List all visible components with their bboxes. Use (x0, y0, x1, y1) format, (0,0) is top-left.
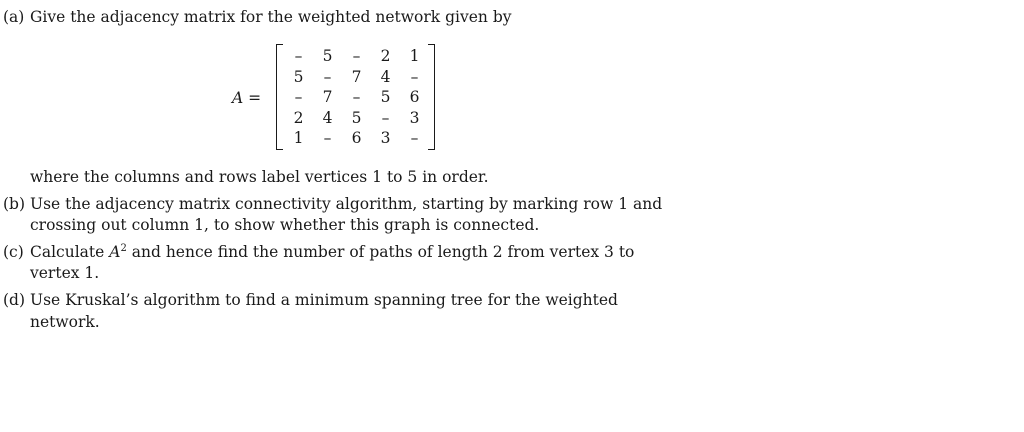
matrix-cell-r1-c4: 2 (380, 47, 391, 65)
matrix-cell-r4-c4: – (381, 108, 390, 127)
matrix-cell-r3-c1: – (294, 88, 303, 106)
matrix-cell-r2-c1: 5 (293, 67, 304, 86)
matrix-cell-r3-c3: – (352, 88, 361, 106)
part-d-line2: network. (30, 313, 100, 331)
part-d-label: (d) (3, 291, 26, 309)
part-c-line2: vertex 1. (30, 264, 100, 282)
part-c-var: A (109, 243, 121, 261)
matrix-cell-r4-c5: 3 (409, 108, 420, 127)
part-c-post: and hence find the number of paths of length 2 from vertex 3 to (126, 243, 635, 261)
matrix-equals: = (248, 89, 262, 107)
part-b-line2: crossing out column 1, to show whether this graph is connected. (30, 216, 540, 234)
part-c-pre: Calculate (30, 243, 110, 261)
part-a-text: Give the adjacency matrix for the weighted network given by (30, 8, 512, 26)
matrix-cell-r1-c2: 5 (322, 47, 333, 65)
part-c-label: (c) (3, 243, 24, 261)
part-c-sup: 2 (120, 242, 127, 254)
matrix-name: A (232, 89, 244, 107)
matrix-cell-r5-c3: 6 (351, 129, 362, 147)
matrix-grid (284, 46, 429, 149)
matrix-cell-r4-c3: 5 (351, 108, 362, 127)
part-b-line1: Use the adjacency matrix connectivity algorithm, starting by marking row 1 and (30, 195, 663, 213)
matrix-lhs (232, 88, 261, 108)
matrix-cell-r5-c2: – (323, 129, 332, 147)
matrix-cell-r2-c4: 4 (380, 67, 391, 86)
matrix-cell-r3-c2: 7 (322, 88, 333, 106)
matrix-cell-r4-c1: 2 (293, 108, 304, 127)
matrix-right-bracket (428, 44, 435, 150)
matrix-cell-r5-c1: 1 (293, 129, 304, 147)
matrix-cell-r1-c1: – (294, 47, 303, 65)
matrix-cell-r4-c2: 4 (322, 108, 333, 127)
matrix-cell-r5-c5: – (410, 129, 419, 147)
part-b-label: (b) (3, 195, 26, 213)
matrix-cell-r3-c4: 5 (380, 88, 391, 106)
part-d-line1: Use Kruskal’s algorithm to find a minimum spanning tree for the weighted (30, 291, 618, 309)
matrix-cell-r2-c3: 7 (351, 67, 362, 86)
part-c-line1 (30, 242, 634, 262)
matrix-cell-r2-c2: – (323, 67, 332, 86)
part-a-label: (a) (3, 8, 25, 26)
where-text: where the columns and rows label vertices 1 to 5 in order. (30, 168, 489, 186)
matrix-cell-r3-c5: 6 (409, 88, 420, 106)
matrix-cell-r5-c4: 3 (380, 129, 391, 147)
matrix-cell-r1-c5: 1 (409, 47, 420, 65)
matrix-cell-r2-c5: – (410, 67, 419, 86)
matrix-cell-r1-c3: – (352, 47, 361, 65)
matrix-left-bracket (276, 44, 283, 150)
